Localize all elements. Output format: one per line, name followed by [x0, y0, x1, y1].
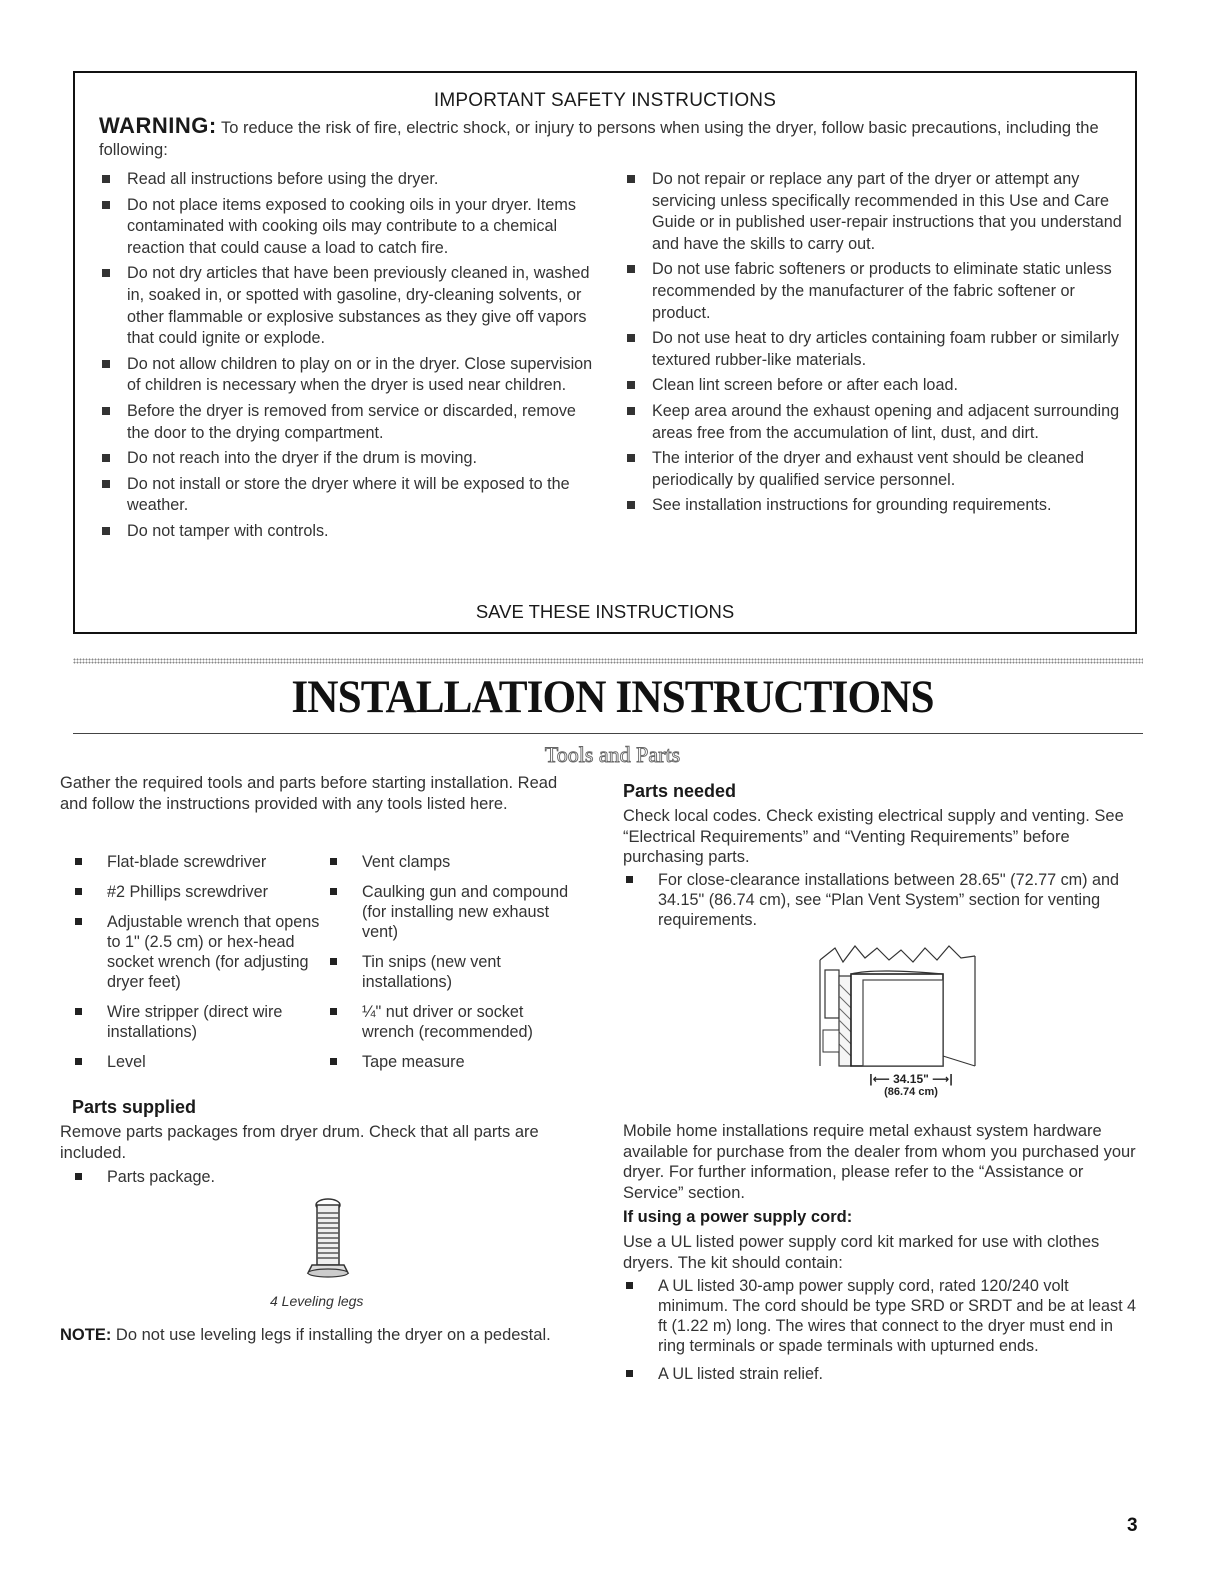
bullet-icon — [102, 269, 110, 277]
bullet-icon — [330, 858, 337, 865]
list-item-text: Read all instructions before using the dryer. — [127, 170, 439, 188]
safety-title: IMPORTANT SAFETY INSTRUCTIONS — [433, 90, 777, 111]
parts-needed-paragraph: Check local codes. Check existing electrical supply and venting. See “Electrical Requirements” and “Venting Requirements” before purchasing parts. — [623, 807, 1124, 866]
warning-text: To reduce the risk of fire, electric shock, or injury to persons when using the dryer, follow basic precautions, including the following: — [99, 119, 1099, 159]
leveling-leg-illustration — [300, 1193, 360, 1288]
list-item — [72, 852, 322, 872]
page-number: 3 — [1127, 1515, 1138, 1536]
list-item-text: Level — [107, 1053, 146, 1071]
list-item-text: Do not allow children to play on or in the dryer. Close supervision of children is necessary when the dryer is used near children. — [127, 354, 593, 395]
bullet-icon — [627, 454, 635, 462]
save-instructions-note: SAVE THESE INSTRUCTIONS — [475, 601, 735, 622]
list-item — [327, 1052, 577, 1072]
clearance-dimension-cm: (86.74 cm) — [884, 1086, 938, 1098]
list-item — [623, 1364, 1138, 1384]
list-item-text: Do not install or store the dryer where it will be exposed to the weather. — [127, 474, 570, 515]
bullet-icon — [102, 407, 110, 415]
list-item-text: Do not dry articles that have been previously cleaned in, washed in, soaked in, or spotted with gasoline, dry-cleaning solvents, or other flammable or explosive substances as they give off vapors that could ignite or explode. — [127, 264, 590, 348]
list-item-text: Do not reach into the dryer if the drum is moving. — [127, 449, 477, 468]
list-item-text: See installation instructions for grounding requirements. — [652, 496, 1052, 515]
list-item — [99, 354, 599, 397]
bullet-icon — [75, 1058, 82, 1065]
mobile-home-paragraph: Mobile home installations require metal exhaust system hardware available for purchase from the dealer from whom you purchased your dryer. For further information, please refer to the “Assistance or Service” section. — [623, 1122, 1136, 1202]
bullet-icon — [330, 1058, 337, 1065]
bullet-icon — [102, 454, 110, 462]
bullet-icon — [102, 175, 110, 183]
heading-divider — [73, 733, 1143, 734]
parts-supplied-paragraph: Remove parts packages from dryer drum. Check that all parts are included. — [60, 1123, 539, 1162]
list-item-text: Do not use fabric softeners or products to eliminate static unless recommended by the manufacturer of the fabric softener or product. — [652, 260, 1112, 322]
list-item — [99, 401, 599, 444]
bullet-icon — [626, 1370, 633, 1377]
list-item — [624, 495, 1124, 517]
bullet-icon — [102, 360, 110, 368]
note-paragraph — [60, 1325, 580, 1346]
bullet-icon — [627, 175, 635, 183]
list-item-text: A UL listed 30-amp power supply cord, rated 120/240 volt minimum. The cord should be type SRD or SRDT and be at least 4 ft (1.22 m) long. The wires that connect to the dryer must end in ring terminals or spade terminals with upturned ends. — [658, 1277, 1137, 1355]
bullet-icon — [330, 888, 337, 895]
list-item-text: Flat-blade screwdriver — [107, 853, 267, 871]
parts-needed-heading: Parts needed — [623, 781, 737, 801]
list-item-text: Adjustable wrench that opens to 1" (2.5 cm) or hex-head socket wrench (for adjusting dryer feet) — [107, 913, 320, 991]
bullet-icon — [627, 407, 635, 415]
list-item-text: ¼" nut driver or socket wrench (recommended) — [362, 1003, 533, 1041]
list-item — [99, 195, 599, 260]
list-item — [623, 1276, 1138, 1356]
list-item — [99, 521, 599, 543]
dotted-divider — [73, 658, 1143, 664]
list-item — [72, 912, 322, 992]
bullet-icon — [75, 1008, 82, 1015]
power-cord-list — [623, 1276, 1138, 1392]
list-item — [99, 169, 599, 191]
list-item — [624, 448, 1124, 491]
section-title: Tools and Parts — [544, 742, 681, 767]
list-item — [623, 870, 1138, 930]
list-item-text: Do not repair or replace any part of the dryer or attempt any servicing unless specifically recommended in this Use and Care Guide or in published user-repair instructions that you understand and have the skills to carry out. — [652, 170, 1122, 253]
list-item-text: Do not tamper with controls. — [127, 521, 329, 540]
bullet-icon — [75, 858, 82, 865]
list-item-text: Wire stripper (direct wire installations) — [107, 1003, 283, 1041]
warning-statement — [99, 115, 1129, 161]
bullet-icon — [102, 201, 110, 209]
bullet-icon — [102, 480, 110, 488]
clearance-list — [623, 870, 1138, 940]
dryer-clearance-diagram — [815, 940, 985, 1070]
safety-instructions-box — [73, 71, 1137, 634]
bullet-icon — [330, 1008, 337, 1015]
tools-list-left — [72, 852, 322, 1082]
bullet-icon — [627, 265, 635, 273]
list-item — [624, 328, 1124, 371]
list-item — [99, 474, 599, 517]
list-item-text: Tin snips (new vent installations) — [362, 953, 501, 991]
power-cord-heading: If using a power supply cord: — [623, 1208, 853, 1226]
bullet-icon — [626, 1282, 633, 1289]
note-label: NOTE: — [60, 1326, 112, 1344]
tools-list-right — [327, 852, 577, 1082]
list-item — [327, 852, 577, 872]
bullet-icon — [75, 888, 82, 895]
bullet-icon — [626, 876, 633, 883]
bullet-icon — [627, 334, 635, 342]
list-item — [72, 1002, 322, 1042]
list-item-text: Caulking gun and compound (for installing new exhaust vent) — [362, 883, 569, 941]
intro-paragraph: Gather the required tools and parts before starting installation. Read and follow the instructions provided with any tools listed here. — [60, 774, 558, 813]
list-item-text: Before the dryer is removed from service or discarded, remove the door to the drying compartment. — [127, 401, 576, 442]
list-item — [72, 1167, 372, 1187]
list-item-text: Vent clamps — [362, 853, 451, 871]
list-item-text: Do not place items exposed to cooking oils in your dryer. Items contaminated with cooking oils may contribute to a chemical reaction that could cause a load to catch fire. — [127, 195, 576, 257]
list-item — [99, 448, 599, 470]
bullet-icon — [75, 918, 82, 925]
list-item-text: Clean lint screen before or after each load. — [652, 376, 958, 395]
list-item — [624, 401, 1124, 444]
note-body: Do not use leveling legs if installing the dryer on a pedestal. — [111, 1326, 551, 1344]
list-item — [327, 952, 577, 992]
list-item — [72, 882, 322, 902]
list-item — [99, 263, 599, 349]
list-item — [624, 259, 1124, 324]
bullet-icon — [627, 501, 635, 509]
list-item — [624, 169, 1124, 255]
leveling-legs-caption: 4 Leveling legs — [270, 1293, 364, 1309]
list-item — [624, 375, 1124, 397]
page-title: INSTALLATION INSTRUCTIONS — [291, 671, 934, 723]
list-item — [72, 1052, 322, 1072]
safety-list-left — [99, 169, 599, 547]
list-item — [327, 882, 577, 942]
bullet-icon — [75, 1173, 82, 1180]
bullet-icon — [102, 527, 110, 535]
safety-list-right — [624, 169, 1124, 521]
warning-label: WARNING: — [99, 113, 217, 138]
list-item-text: The interior of the dryer and exhaust vent should be cleaned periodically by qualified service personnel. — [652, 449, 1084, 489]
bullet-icon — [330, 958, 337, 965]
list-item-text: For close-clearance installations between 28.65" (72.77 cm) and 34.15" (86.74 cm), see “Plan Vent System” section for venting requirements. — [658, 871, 1120, 929]
parts-supplied-heading: Parts supplied — [72, 1097, 197, 1117]
list-item-text: #2 Phillips screwdriver — [107, 883, 269, 901]
list-item-text: A UL listed strain relief. — [658, 1365, 823, 1383]
power-cord-paragraph: Use a UL listed power supply cord kit marked for use with clothes dryers. The kit should contain: — [623, 1233, 1100, 1272]
list-item — [327, 1002, 577, 1042]
list-item-text: Parts package. — [107, 1168, 215, 1186]
bullet-icon — [627, 381, 635, 389]
list-item-text: Do not use heat to dry articles containing foam rubber or similarly textured rubber-like materials. — [652, 329, 1119, 369]
list-item-text: Tape measure — [362, 1053, 465, 1071]
list-item-text: Keep area around the exhaust opening and adjacent surrounding areas free from the accumulation of lint, dust, and dirt. — [652, 401, 1120, 442]
clearance-dimension-inches: |⟵ 34.15" ⟶| — [869, 1072, 953, 1086]
